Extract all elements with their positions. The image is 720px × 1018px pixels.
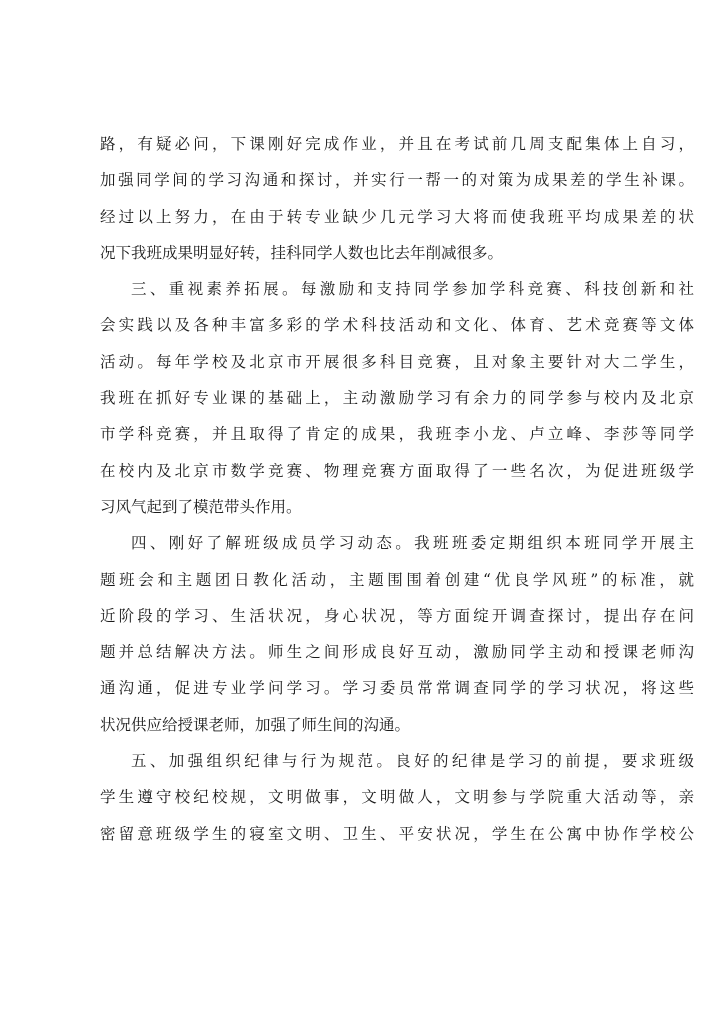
paragraph-first-line: 五、加强组织纪律与行为规范。良好的纪律是学习的前提，要求班级 — [131, 752, 694, 771]
text-line: 近阶段的学习、生活状况，身心状况，等方面绽开调查探讨，提出存在问 — [100, 606, 694, 625]
text-line: 我班在抓好专业课的基础上，主动激励学习有余力的同学参与校内及北京 — [100, 389, 694, 408]
text-line: 状况供应给授课老师，加强了师生间的沟通。 — [100, 715, 411, 734]
text-line: 密留意班级学生的寝室文明、卫生、平安状况，学生在公寓中协作学校公 — [100, 824, 694, 843]
text-line: 通沟通，促进专业学问学习。学习委员常常调查同学的学习状况，将这些 — [100, 679, 694, 698]
document-body — [100, 126, 700, 852]
text-line: 题并总结解决方法。师生之间形成良好互动，激励同学主动和授课老师沟 — [100, 643, 694, 662]
text-line: 市学科竞赛，并且取得了肯定的成果，我班李小龙、卢立峰、李莎等同学 — [100, 425, 694, 444]
text-line: 经过以上努力，在由于转专业缺少几元学习大将而使我班平均成果差的状 — [100, 207, 694, 226]
text-line: 习风气起到了模范带头作用。 — [100, 497, 302, 516]
text-line: 学生遵守校纪校规，文明做事，文明做人，文明参与学院重大活动等，亲 — [100, 788, 694, 807]
text-line: 活动。每年学校及北京市开展很多科目竞赛，且对象主要针对大二学生， — [100, 352, 694, 371]
text-line: 况下我班成果明显好转，挂科同学人数也比去年削减很多。 — [100, 243, 504, 262]
text-line: 会实践以及各种丰富多彩的学术科技活动和文化、体育、艺术竞赛等文体 — [100, 316, 694, 335]
text-line: 加强同学间的学习沟通和探讨，并实行一帮一的对策为成果差的学生补课。 — [100, 171, 694, 190]
text-line: 路，有疑必问，下课刚好完成作业，并且在考试前几周支配集体上自习， — [100, 135, 694, 153]
paragraph-first-line: 四、刚好了解班级成员学习动态。我班班委定期组织本班同学开展主 — [131, 534, 694, 553]
text-line: 题班会和主题团日教化活动，主题围围着创建“优良学风班”的标准，就 — [100, 570, 694, 589]
text-line: 在校内及北京市数学竞赛、物理竞赛方面取得了一些名次，为促进班级学 — [100, 461, 694, 480]
paragraph-first-line: 三、重视素养拓展。每激励和支持同学参加学科竞赛、科技创新和社 — [131, 280, 694, 299]
